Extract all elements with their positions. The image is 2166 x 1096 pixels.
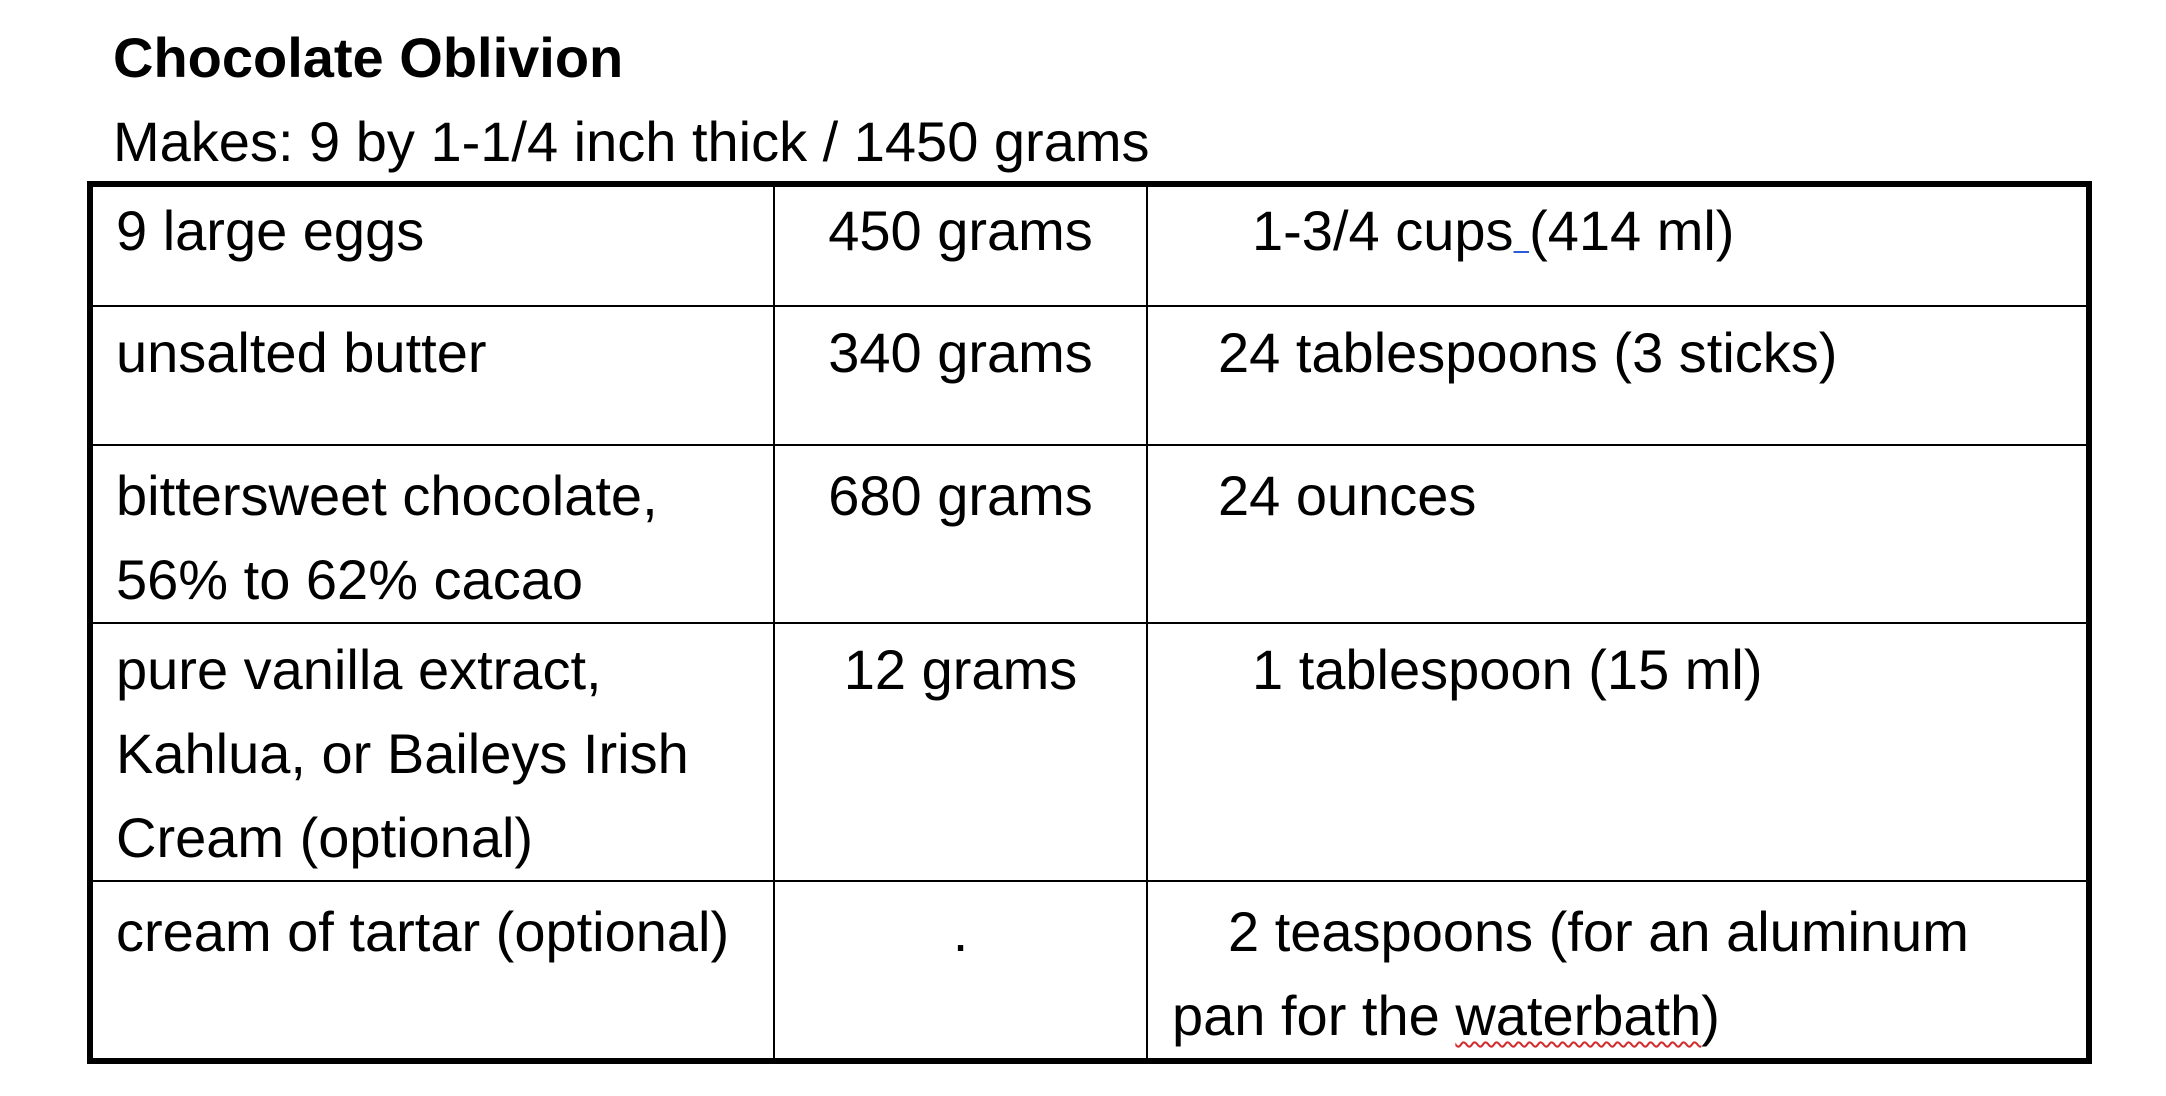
- grams-cell: 680 grams: [774, 445, 1147, 623]
- grams-cell: 340 grams: [774, 306, 1147, 445]
- volume-cell: 24 tablespoons (3 sticks): [1147, 306, 2089, 445]
- ingredient-cell: pure vanilla extract, Kahlua, or Baileys Irish Cream (optional): [90, 623, 774, 881]
- table-row: [90, 623, 2089, 881]
- ingredient-cell: cream of tartar (optional): [90, 881, 774, 1061]
- volume-gap: [1514, 199, 1530, 262]
- table-row: [90, 184, 2089, 306]
- grams-cell: 450 grams: [774, 184, 1147, 306]
- grams-cell: 12 grams: [774, 623, 1147, 881]
- volume-text: 1-3/4 cups: [1252, 199, 1514, 262]
- recipe-yield: Makes: 9 by 1-1/4 inch thick / 1450 grams: [113, 110, 1150, 173]
- table-row: [90, 306, 2089, 445]
- recipe-title: Chocolate Oblivion: [113, 26, 624, 89]
- grams-cell: .: [774, 881, 1147, 1061]
- volume-text: 2 teaspoons (for an aluminum pan for the: [1172, 900, 1969, 1047]
- spellcheck-flagged-word[interactable]: waterbath: [1455, 984, 1702, 1047]
- volume-cell: [1147, 881, 2089, 1061]
- volume-text: ): [1701, 984, 1720, 1047]
- volume-cell: [1147, 184, 2089, 306]
- volume-text: (414 ml): [1529, 199, 1735, 262]
- table-row: [90, 445, 2089, 623]
- table-row: [90, 881, 2089, 1061]
- ingredient-cell: bittersweet chocolate, 56% to 62% cacao: [90, 445, 774, 623]
- ingredients-table: [87, 181, 2092, 1064]
- ingredient-cell: 9 large eggs: [90, 184, 774, 306]
- volume-cell: 24 ounces: [1147, 445, 2089, 623]
- volume-cell: 1 tablespoon (15 ml): [1147, 623, 2089, 881]
- ingredient-cell: unsalted butter: [90, 306, 774, 445]
